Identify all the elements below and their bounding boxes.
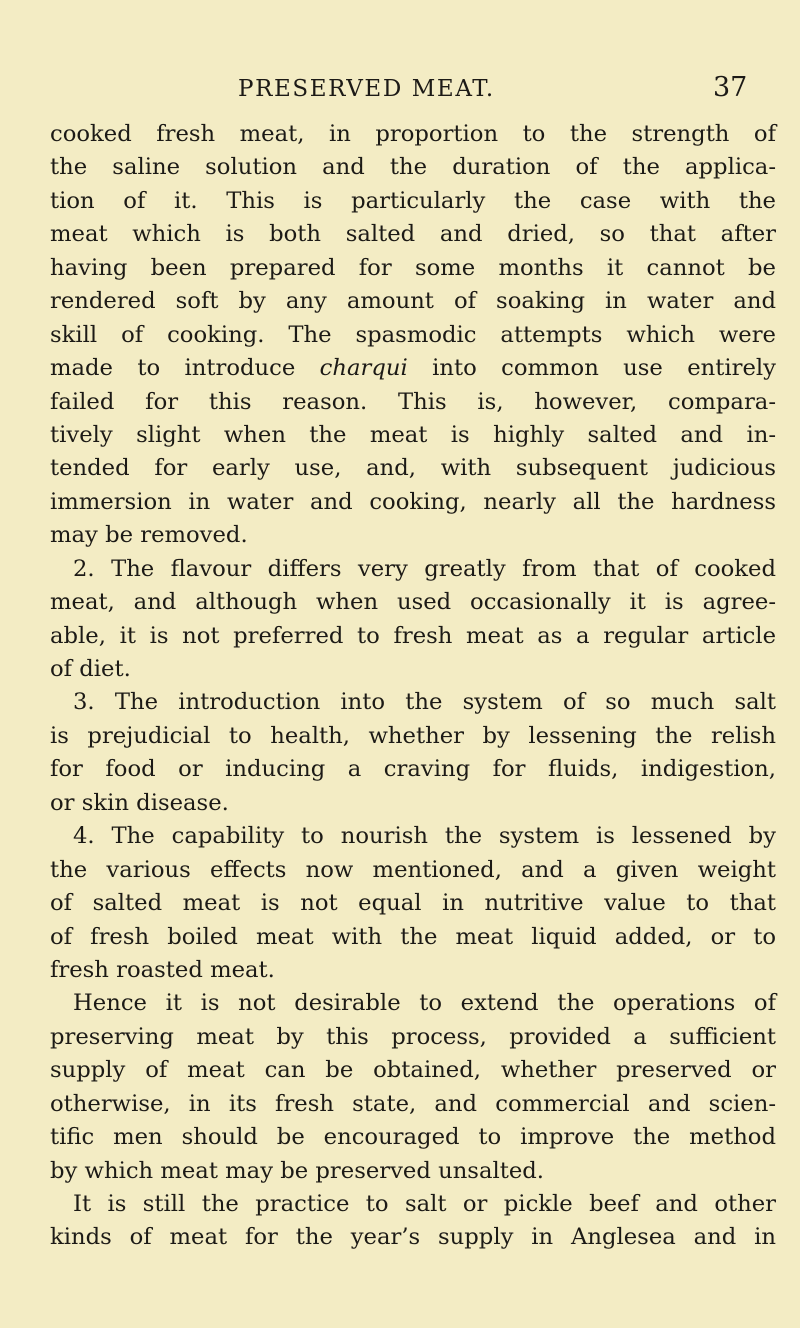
text-segment: 2. The flavour differs very greatly from that of cooked [73,555,776,582]
text-line [50,118,776,151]
text-segment: failed for this reason. This is, however, compara- [50,388,776,415]
text-line [50,620,776,653]
text-segment: kinds of meat for the year’s supply in Anglesea and in [50,1224,776,1251]
text-line [50,252,776,285]
text-segment: otherwise, in its fresh state, and commercial and scien- [50,1090,776,1117]
text-segment: It is still the practice to salt or pickle beef and other [73,1191,776,1217]
text-line [50,553,776,586]
text-line [50,586,776,619]
text-line [50,854,776,887]
text-segment: tended for early use, and, with subsequent judicious [50,455,776,482]
text-line [50,720,776,753]
text-segment: tively slight when the meat is highly salted and in- [50,421,776,448]
text-segment: immersion in water and cooking, nearly all the hardness [50,488,776,515]
text-line [50,419,776,452]
text-segment: cooked fresh meat, in proportion to the strength of [50,121,776,147]
text-segment: 3. The introduction into the system of so much salt [73,689,776,716]
text-line [50,1054,776,1087]
text-line [50,787,776,820]
text-segment: the various effects now mentioned, and a given weight [50,856,776,883]
text-line [50,486,776,519]
text-line [50,319,776,352]
text-line [50,820,776,853]
text-segment: is prejudicial to health, whether by lessening the relish [50,722,776,749]
text-segment: rendered soft by any amount of soaking in water and [50,288,776,315]
text-segment: of salted meat is not equal in nutritive value to that [50,890,776,917]
text-line [50,185,776,218]
text-segment: having been prepared for some months it cannot be [50,254,776,281]
text-segment: 4. The capability to nourish the system is lessened by [73,823,776,850]
text-segment: skill of cooking. The spasmodic attempts which were [50,321,776,348]
text-line [50,352,776,385]
text-line [50,753,776,786]
text-segment: meat, and although when used occasionally it is agree- [50,589,776,616]
text-line [50,653,776,686]
text-line [50,151,776,184]
text-segment: of diet. [50,656,131,682]
text-segment: for food or inducing a craving for fluids, indigestion, [50,756,776,783]
text-segment: may be removed. [50,522,248,549]
text-segment: preserving meat by this process, provided a sufficient [50,1023,776,1050]
text-segment: or skin disease. [50,789,229,816]
text-line [50,386,776,419]
text-line [50,218,776,251]
text-line [50,1188,776,1221]
text-segment: supply of meat can be obtained, whether preserved or [50,1057,776,1084]
text-line [50,887,776,920]
text-segment: fresh roasted meat. [50,956,275,983]
running-title: PRESERVED MEAT. [238,76,495,102]
italic-term: charqui [319,355,408,382]
text-line [50,987,776,1020]
text-segment: Hence it is not desirable to extend the operations of [73,990,776,1017]
text-segment: made to introduce [50,355,320,382]
text-line [50,686,776,719]
text-line [50,1021,776,1054]
text-line [50,921,776,954]
text-segment: tific men should be encouraged to improve the method [50,1124,776,1151]
text-segment: by which meat may be preserved unsalted. [50,1157,545,1184]
text-line [50,1155,776,1188]
text-segment: meat which is both salted and dried, so that after [50,221,776,248]
body-text [50,118,776,1255]
text-segment: tion of it. This is particularly the case with the [50,187,776,214]
text-line [50,954,776,987]
page-number: 37 [713,72,748,103]
text-line [50,1221,776,1254]
text-segment: the saline solution and the duration of the applica- [50,154,776,181]
running-head [0,70,800,110]
text-segment: of fresh boiled meat with the meat liquid added, or to [50,923,776,950]
text-line [50,1088,776,1121]
text-line [50,1121,776,1154]
text-line [50,452,776,485]
text-line [50,519,776,552]
text-segment: into common use entirely [407,355,776,382]
text-segment: able, it is not preferred to fresh meat as a regular article [50,622,776,649]
text-line [50,285,776,318]
